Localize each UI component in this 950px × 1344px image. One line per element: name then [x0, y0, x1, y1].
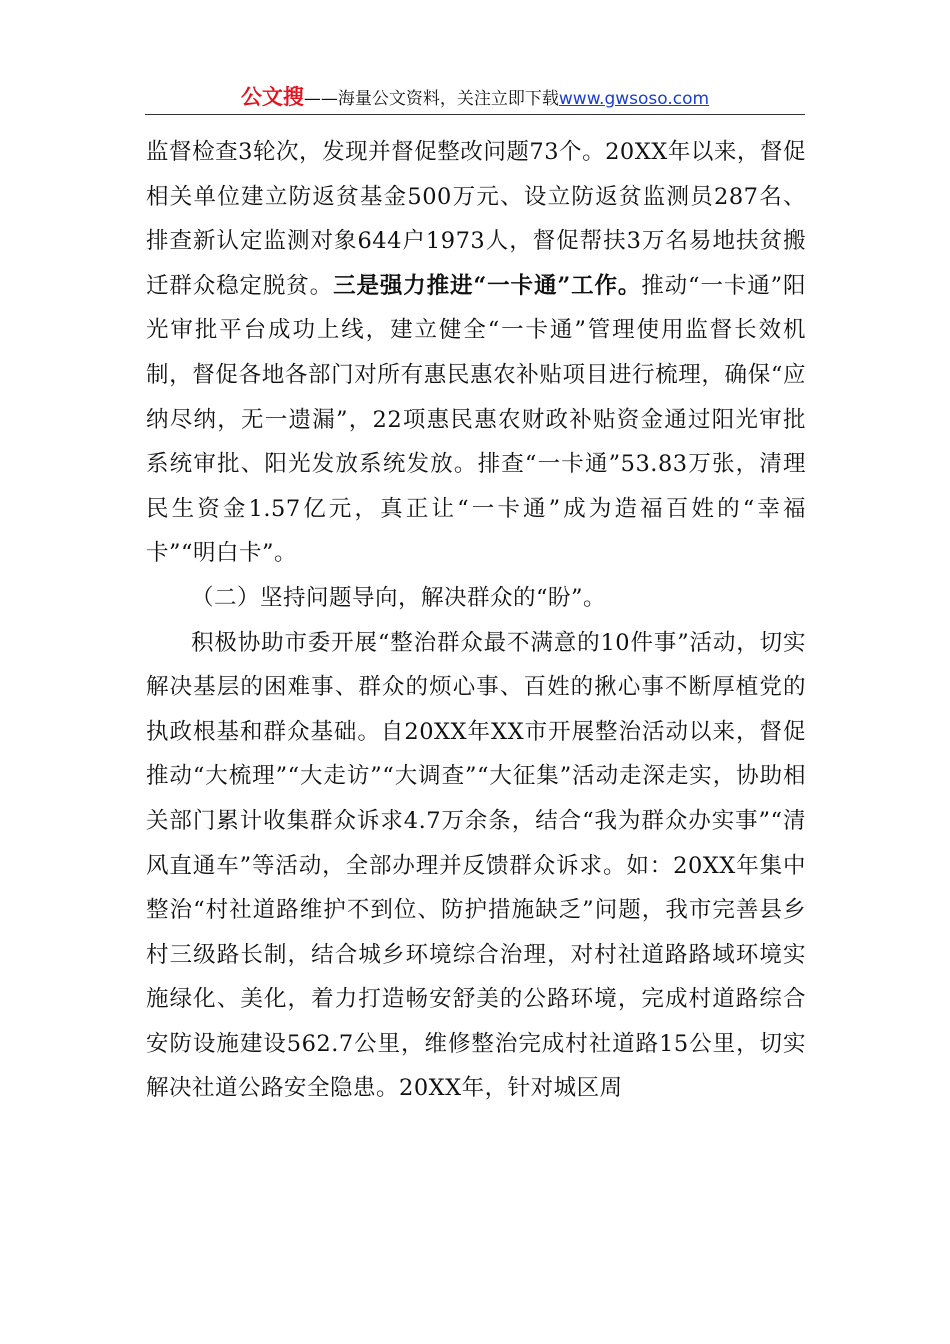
paragraph-one-tail: 推动“一卡通”阳光审批平台成功上线，建立健全“一卡通”管理使用监督长效机制，督促各地各部门对所有惠民惠农补贴项目进行梳理，确保“应纳尽纳，无一遗漏”，22项惠民惠农财政补贴资金通过阳光审批系统审批、阳光发放系统发放。排查“一卡通”53.83万张，清理民生资金1.57亿元，真正让“一卡通”成为造福百姓的“幸福卡”“明白卡”。: [146, 272, 806, 567]
paragraph-one: [146, 130, 806, 576]
brand-logo-text: 公文搜: [240, 85, 304, 109]
document-body: [146, 130, 806, 1111]
paragraph-two: 积极协助市委开展“整治群众最不满意的10件事”活动，切实解决基层的困难事、群众的烦心事、百姓的揪心事不断厚植党的执政根基和群众基础。自20XX年XX市开展整治活动以来，督促推动“大梳理”“大走访”“大调查”“大征集”活动走深走实，协助相关部门累计收集群众诉求4.7万余条，结合“我为群众办实事”“清风直通车”等活动，全部办理并反馈群众诉求。如：20XX年集中整治“村社道路维护不到位、防护措施缺乏”问题，我市完善县乡村三级路长制，结合城乡环境综合治理，对村社道路路域环境实施绿化、美化，着力打造畅安舒美的公路环境，完成村道路综合安防设施建设562.7公里，维修整治完成村社道路15公里，切实解决社道公路安全隐患。20XX年，针对城区周: [146, 629, 806, 1102]
header-divider: [145, 114, 805, 115]
paragraph-one-lead: 监督检查3轮次，发现并督促整改问题73个。20XX年以来，督促相关单位建立防返贫基金500万元、设立防返贫监测员287名、排查新认定监测对象644户1973人，督促帮扶3万名易地扶贫搬迁群众稳定脱贫。: [146, 139, 806, 299]
paragraph-one-bold-heading: 三是强力推进“一卡通”工作。: [333, 272, 642, 299]
page-header: [145, 82, 805, 116]
header-tagline: ——海量公文资料，关注立即下载: [303, 89, 559, 109]
header-site-link[interactable]: www.gwsoso.com: [558, 89, 710, 109]
section-heading-two: （二）坚持问题导向，解决群众的“盼”。: [191, 584, 607, 611]
